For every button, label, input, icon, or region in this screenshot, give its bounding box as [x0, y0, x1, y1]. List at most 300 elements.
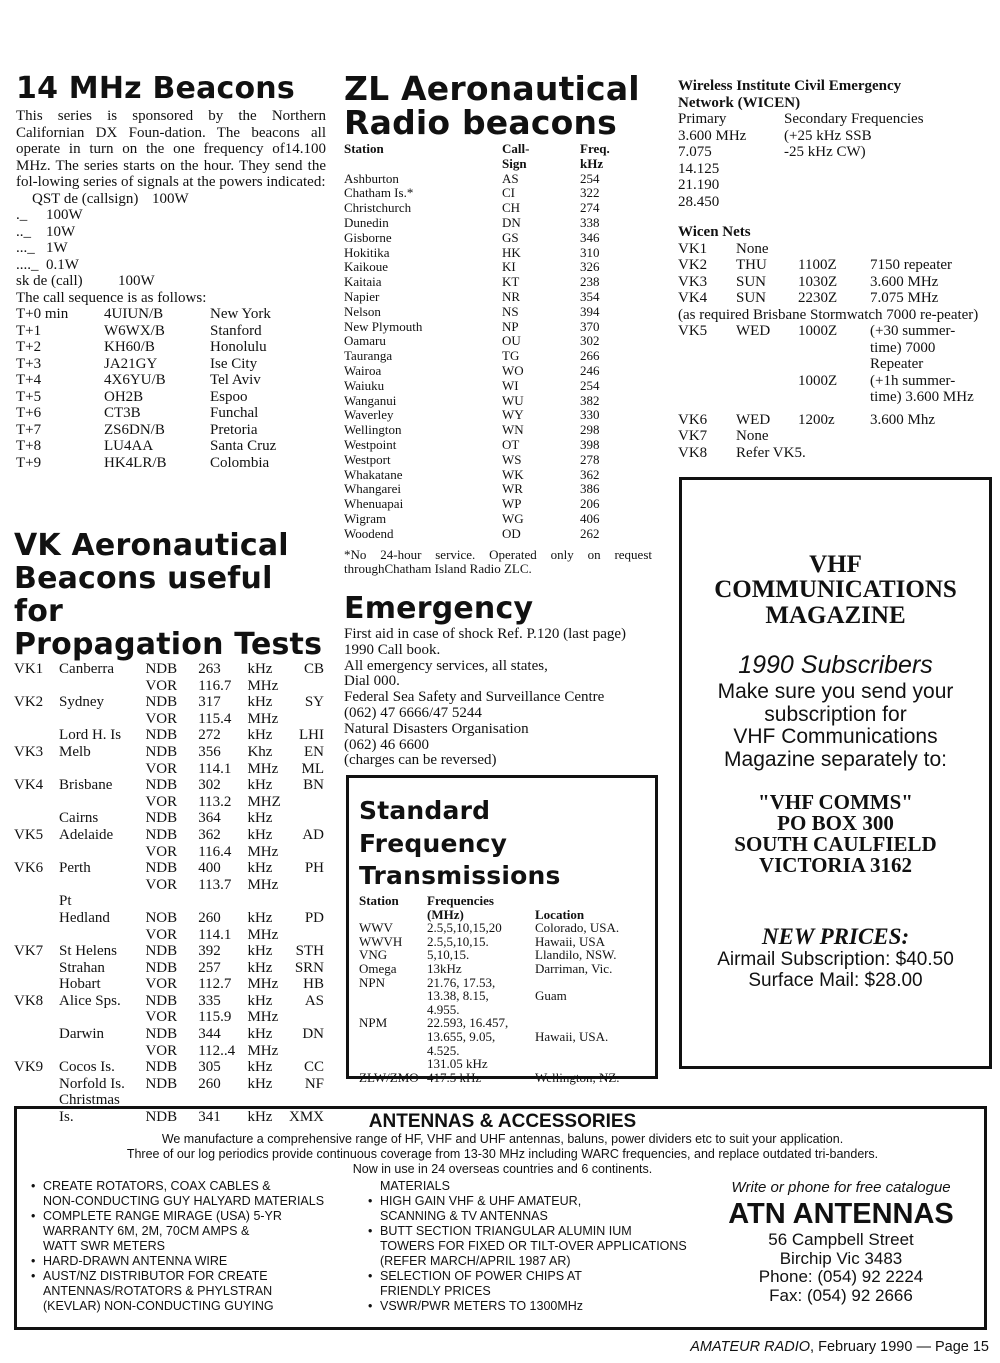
emergency-line: Dial 000. — [344, 673, 400, 690]
table-row — [14, 711, 324, 728]
vhf-ad-title-2: COMMUNICATIONS — [714, 576, 957, 603]
vk-location: Melb — [59, 743, 91, 760]
vk-location: Sydney — [59, 694, 105, 711]
sequence-location: Colombia — [210, 454, 270, 471]
vk-beacons-title-2: Beacons useful for — [14, 561, 273, 629]
zl-callsign: TG — [502, 348, 520, 364]
zl-callsign: WR — [502, 481, 523, 497]
beacons-signal-table-2 — [16, 207, 83, 273]
signal-code: ..._ — [16, 240, 35, 256]
signal-code: sk de (call) — [16, 273, 83, 289]
zl-callsign: KI — [502, 259, 516, 275]
signal-power: 100W — [118, 273, 155, 289]
table-row — [16, 356, 276, 373]
table-row — [344, 275, 610, 290]
vk-type: VOR — [145, 976, 178, 993]
vk-unit: kHz — [247, 1109, 273, 1126]
vk-type: NOB — [145, 909, 178, 926]
vk-call-area — [14, 810, 59, 827]
vk-location: Brisbane — [59, 777, 113, 794]
list-item-text: HARD-DRAWN ANTENNA WIRE — [43, 1254, 228, 1268]
wicen-frequency: 14.125 — [678, 160, 720, 177]
net-time: 1000Z — [798, 372, 838, 389]
vk-location: Hobart — [59, 976, 101, 993]
vk-location — [59, 877, 145, 894]
table-row — [344, 246, 610, 261]
list-item-text: VSWR/PWR METERS TO 1300MHz — [380, 1299, 584, 1313]
table-row — [359, 962, 620, 976]
zl-freq: 298 — [580, 422, 600, 438]
table-row — [14, 910, 324, 927]
vk-ident: BN — [303, 777, 324, 794]
vk-call-area: VK3 — [14, 743, 44, 760]
vk-type: NDB — [145, 826, 178, 843]
vk-type: NDB — [145, 1026, 178, 1043]
signal-code: ._ — [16, 207, 28, 223]
standard-frequency-box — [346, 775, 658, 1085]
table-row — [678, 241, 952, 258]
vk-location: Adelaide — [59, 826, 114, 843]
vk-type: VOR — [145, 876, 178, 893]
zl-station: Kaikoue — [344, 259, 389, 275]
sft-frequencies: 2.5,5,10,15,20 — [427, 920, 502, 936]
table-row — [678, 323, 974, 340]
vk-call-area: VK2 — [14, 694, 44, 711]
antennas-address-line: Fax: (054) 92 2666 — [769, 1285, 913, 1305]
sequence-time: T+4 — [16, 372, 42, 388]
vk-unit: MHz — [247, 760, 279, 777]
vk-unit: MHz — [247, 926, 279, 943]
table-row — [14, 976, 324, 993]
vk-call-area: VK8 — [14, 992, 44, 1009]
vk-freq: 260 — [198, 909, 221, 926]
sequence-callsign: ZS6DN/B — [104, 421, 165, 438]
vk-location: Pt — [59, 893, 72, 910]
signal-power: 10W — [46, 223, 76, 240]
list-item-text: AUST/NZ DISTRIBUTOR FOR CREATE ANTENNAS/ROTATORS & PHYLSTRAN (KEVLAR) NON-CONDUCTING GUYING — [43, 1269, 274, 1313]
table-row — [344, 497, 610, 512]
zl-freq: 302 — [580, 333, 600, 349]
vk-freq: 356 — [198, 743, 221, 760]
vk-ident — [289, 794, 324, 811]
beacons-signal-table-3 — [16, 273, 155, 290]
table-row — [14, 943, 324, 960]
sequence-location: Tel Aviv — [210, 372, 261, 388]
zl-station: Nelson — [344, 303, 381, 319]
vk-unit: kHz — [247, 694, 273, 711]
table-row — [344, 172, 610, 187]
vk-unit: kHz — [247, 992, 273, 1009]
table-row — [344, 482, 610, 497]
vk-type: VOR — [145, 926, 178, 943]
table-row — [344, 320, 610, 335]
vk-call-area — [14, 1043, 59, 1060]
zl-callsign: KT — [502, 274, 520, 290]
vk-ident: PH — [304, 860, 324, 877]
vk-call-area — [14, 1076, 59, 1093]
table-row — [344, 201, 610, 216]
list-item — [31, 1269, 368, 1314]
vk-freq: 113.7 — [198, 876, 232, 893]
vk-call-area: VK4 — [14, 777, 44, 794]
table-row — [14, 877, 324, 894]
vk-freq: 115.9 — [198, 1009, 232, 1026]
emergency-line: (062) 46 6600 — [344, 736, 429, 753]
vhf-ad-line: VHF Communications — [733, 725, 938, 748]
zl-callsign: WI — [502, 377, 519, 393]
table-row — [16, 438, 276, 455]
zl-callsign: OT — [502, 436, 520, 452]
table-row — [14, 661, 324, 678]
sft-station: NPN — [359, 974, 386, 990]
zl-freq: 406 — [580, 510, 600, 526]
list-item-text: HIGH GAIN VHF & UHF AMATEUR, SCANNING & TV ANTENNAS — [380, 1194, 582, 1223]
antennas-address-line: Birchip Vic 3483 — [779, 1248, 903, 1268]
vk-unit: MHz — [247, 710, 279, 727]
vk-freq: 112..4 — [198, 1042, 236, 1059]
sequence-time: T+5 — [16, 388, 42, 405]
sft-frequencies: 13kHz — [427, 960, 462, 976]
zl-freq: 346 — [580, 229, 600, 245]
vk-location: Christmas — [59, 1092, 120, 1109]
vk-freq: 272 — [198, 727, 221, 744]
vhf-ad-address-line: "VHF COMMS" — [758, 790, 913, 814]
vk-freq: 400 — [198, 860, 221, 877]
vk-unit: kHz — [247, 959, 273, 976]
zl-freq: 254 — [580, 170, 600, 186]
net-time: 1000Z — [798, 323, 838, 339]
sft-location: Darriman, Vic. — [535, 960, 613, 976]
vk-ident: EN — [304, 743, 324, 760]
table-row — [344, 379, 610, 394]
vk-location — [59, 927, 145, 944]
antennas-ad-title: ANTENNAS & ACCESSORIES — [368, 1111, 637, 1132]
vhf-ad-body — [682, 681, 989, 771]
bullet-icon: • — [368, 1299, 373, 1313]
table-row — [344, 453, 610, 468]
net-day: WED — [736, 323, 771, 339]
vk-ident — [289, 927, 324, 944]
net-call-area: VK5 — [678, 323, 708, 339]
zl-callsign: OU — [502, 333, 521, 349]
zl-station: Oamaru — [344, 333, 386, 349]
wicen-secondary-note — [784, 161, 924, 178]
table-row — [14, 694, 324, 711]
table-row — [14, 777, 324, 794]
vk-beacons-title-1: VK Aeronautical — [14, 528, 289, 563]
net-day: SUN — [736, 273, 767, 290]
table-row — [678, 274, 952, 291]
zl-station: Whakatane — [344, 466, 403, 482]
table-row — [344, 364, 610, 379]
zl-freq: 246 — [580, 362, 600, 378]
zl-freq: 322 — [580, 185, 600, 201]
table-row — [678, 356, 974, 373]
net-day: SUN — [736, 290, 767, 306]
sft-col-station: Station — [359, 893, 399, 908]
vk-ident — [289, 678, 324, 695]
vk-unit: MHz — [247, 976, 279, 993]
vhf-ad-address-line: VICTORIA 3162 — [758, 853, 913, 877]
signal-code: .._ — [16, 223, 31, 240]
wicen-freq-table — [678, 111, 924, 210]
sft-station: WWVH — [359, 933, 403, 949]
zl-callsign: GS — [502, 229, 519, 245]
vk-ident — [289, 893, 324, 910]
vk-freq: 362 — [198, 826, 221, 843]
zl-freq: 370 — [580, 318, 600, 334]
zl-freq: 274 — [580, 200, 600, 216]
zl-callsign: HK — [502, 244, 521, 260]
vhf-ad-subscribers: 1990 Subscribers — [738, 651, 933, 679]
vk-call-area — [14, 976, 59, 993]
emergency-line: First aid in case of shock Ref. P.120 (last page) — [344, 626, 627, 642]
page-footer — [679, 1339, 989, 1355]
sequence-callsign: W6WX/B — [104, 322, 165, 339]
sequence-location: Santa Cruz — [210, 438, 277, 454]
table-row — [678, 406, 974, 429]
vk-type: NDB — [145, 943, 178, 960]
vk-ident: CB — [303, 661, 324, 677]
table-row — [344, 216, 610, 231]
vhf-ad-new-prices: NEW PRICES: — [761, 924, 910, 949]
table-row — [678, 161, 924, 178]
table-row — [359, 1071, 620, 1085]
zl-station: Napier — [344, 288, 380, 304]
vk-call-area — [14, 893, 59, 910]
zl-callsign: WP — [502, 496, 522, 512]
list-item — [368, 1299, 708, 1314]
vk-location: Cocos Is. — [59, 1059, 115, 1076]
net-call-area: VK8 — [678, 444, 708, 461]
zl-station: Dunedin — [344, 214, 389, 230]
list-item — [368, 1224, 708, 1269]
zl-freq: 310 — [580, 244, 600, 260]
net-frequency: (+1h summer- — [870, 372, 956, 389]
vk-freq: 344 — [198, 1026, 221, 1043]
vk-ident: ML — [301, 760, 324, 777]
signal-code: QST de (callsign) — [32, 190, 139, 207]
vk-unit: MHZ — [247, 793, 281, 810]
zl-station: Woodend — [344, 525, 394, 541]
vk-unit: kHz — [247, 1026, 273, 1043]
net-call-area: VK2 — [678, 257, 708, 273]
table-row — [359, 921, 620, 935]
sft-station: VNG — [359, 947, 388, 963]
signal-power: 1W — [46, 240, 68, 256]
emergency-section — [344, 592, 660, 769]
vk-freq: 302 — [198, 777, 221, 794]
table-row — [344, 305, 610, 320]
vk-freq: 115.4 — [198, 710, 232, 727]
antennas-ad-intro — [31, 1132, 974, 1177]
sft-col-location: Location — [535, 906, 585, 922]
zl-title-2: Radio beacons — [344, 103, 618, 142]
zl-station: Wigram — [344, 510, 387, 526]
list-item — [31, 1179, 368, 1209]
sequence-location: Stanford — [210, 322, 262, 339]
zl-footnote: *No 24-hour service. Operated only on request throughChatham Island Radio ZLC. — [344, 546, 652, 577]
zl-station: Christchurch — [344, 200, 412, 216]
emergency-title: Emergency — [344, 591, 534, 626]
table-row — [344, 512, 610, 527]
net-time — [798, 340, 870, 357]
table-row — [16, 306, 276, 323]
vk-call-area — [14, 678, 59, 695]
vk-call-area — [14, 1026, 59, 1043]
sft-station: WWV — [359, 920, 393, 936]
vk-type: NDB — [145, 860, 178, 877]
sft-col-freq-1: Frequencies — [427, 893, 494, 908]
vk-location — [59, 844, 145, 861]
zl-freq: 262 — [580, 525, 600, 541]
zl-freq: 394 — [580, 303, 600, 319]
table-row — [16, 422, 276, 439]
zl-freq: 398 — [580, 436, 600, 452]
vk-call-area — [14, 960, 59, 977]
table-row — [344, 290, 610, 305]
zl-station: Whenuapai — [344, 496, 404, 512]
zl-freq: 338 — [580, 214, 600, 230]
vk-ident: LHI — [299, 727, 324, 744]
wicen-title-2: Network (WICEN) — [678, 94, 801, 111]
zl-callsign: WU — [502, 392, 524, 408]
zl-station: Hokitika — [344, 244, 390, 260]
vk-type: VOR — [145, 793, 178, 810]
wicen-secondary-note — [784, 177, 924, 194]
signal-power: 100W — [152, 190, 189, 207]
table-row — [359, 948, 620, 962]
vk-location: Alice Sps. — [59, 992, 121, 1009]
net-call-area: VK3 — [678, 273, 708, 290]
emergency-line: All emergency services, all states, — [344, 657, 548, 674]
vk-location: Is. — [59, 1109, 74, 1126]
vk-type: VOR — [145, 760, 178, 777]
antennas-intro-line: Three of our log periodics provide continuous coverage from 13-30 MHz including WARC frequencies, and replace outdated tri-banders. — [126, 1147, 879, 1161]
sft-frequencies: 5,10,15. — [427, 947, 470, 963]
vk-freq — [198, 893, 247, 910]
sft-location: Hawaii, USA — [535, 933, 606, 949]
vk-freq: 114.1 — [198, 926, 232, 943]
zl-freq: 354 — [580, 288, 600, 304]
vk-unit: kHz — [247, 1075, 273, 1092]
bullet-icon: • — [368, 1269, 373, 1283]
table-row — [678, 340, 974, 357]
vhf-magazine-ad — [679, 477, 992, 1069]
vhf-ad-prices — [682, 949, 989, 991]
vk-type: NDB — [145, 1109, 178, 1126]
table-row — [344, 408, 610, 423]
vhf-ad-address-line: PO BOX 300 — [777, 811, 894, 835]
antennas-catalogue: Write or phone for free catalogue — [731, 1179, 951, 1196]
net-time: 2230Z — [798, 290, 838, 306]
antennas-address-line: Phone: (054) 92 2224 — [758, 1267, 924, 1286]
zl-callsign: AS — [502, 170, 519, 186]
vk-type: NDB — [145, 777, 178, 794]
emergency-line: (062) 47 6666/47 5244 — [344, 704, 482, 721]
net-call-area: VK1 — [678, 240, 708, 257]
net-frequency: 7.075 MHz — [870, 290, 939, 306]
table-row — [359, 1016, 620, 1070]
wicen-nets-note: (as required Brisbane Stormwatch 7000 re-peater) — [678, 306, 979, 323]
beacon-sequence-table — [16, 306, 276, 471]
vk-type: NDB — [145, 810, 178, 827]
sequence-time: T+0 min — [16, 306, 69, 322]
sequence-time: T+9 — [16, 454, 42, 471]
table-row — [359, 976, 620, 1017]
vk-ident — [289, 1009, 324, 1026]
sft-col-freq-2: (MHz) — [427, 906, 464, 922]
vk-location — [59, 1009, 145, 1026]
vk-location: St Helens — [59, 943, 117, 960]
table-row — [14, 1059, 324, 1076]
table-row — [344, 468, 610, 483]
wicen-section — [678, 78, 988, 461]
emergency-line: Natural Disasters Organisation — [344, 720, 529, 737]
vk-ident — [289, 1043, 324, 1060]
net-day: THU — [736, 257, 767, 273]
table-row — [344, 260, 610, 275]
net-frequency: 7150 repeater — [870, 257, 953, 273]
vk-call-area: VK1 — [14, 661, 44, 677]
vk-call-area: VK9 — [14, 1059, 44, 1076]
sequence-time: T+7 — [16, 421, 42, 438]
zl-station: Westpoint — [344, 436, 397, 452]
secondary-label: Secondary Frequencies — [784, 111, 924, 127]
wicen-frequency: 21.190 — [678, 177, 720, 193]
zl-station: Gisborne — [344, 229, 392, 245]
zl-station: Tauranga — [344, 348, 393, 364]
net-time — [798, 241, 870, 258]
zl-col-freq-2: kHz — [580, 155, 604, 171]
zl-station: Kaitaia — [344, 274, 382, 290]
table-row — [678, 445, 974, 462]
vk-call-area — [14, 711, 59, 728]
table-row — [678, 389, 974, 406]
beacons-14mhz-section — [16, 72, 326, 471]
wicen-nets-title: Wicen Nets — [678, 224, 751, 240]
sft-title-1: Standard Frequency — [359, 796, 508, 858]
net-frequency: time) 7000 — [870, 339, 936, 356]
vk-type: NDB — [145, 694, 178, 711]
zl-station: New Plymouth — [344, 318, 423, 334]
table-row — [14, 927, 324, 944]
vk-freq: 260 — [198, 1075, 221, 1092]
zl-freq: 266 — [580, 348, 600, 364]
vk-ident: DN — [302, 1026, 324, 1043]
net-time — [798, 389, 870, 406]
vk-unit: MHz — [247, 843, 279, 860]
zl-freq: 206 — [580, 496, 600, 512]
table-row — [14, 960, 324, 977]
list-item-text: BUTT SECTION TRIANGULAR ALUMIN IUM TOWERS FOR FIXED OR TILT-OVER APPLICATIONS (REFER MARCH/APRIL 1987 AR) — [380, 1224, 687, 1268]
vk-unit: kHz — [247, 860, 273, 877]
table-row — [14, 761, 324, 778]
sequence-callsign: JA21GY — [104, 355, 158, 372]
zl-callsign: CH — [502, 200, 521, 216]
emergency-lines — [344, 627, 660, 769]
vk-type: NDB — [145, 661, 178, 677]
zl-callsign: NP — [502, 318, 519, 334]
vk-type: NDB — [145, 959, 178, 976]
vk-type — [145, 893, 198, 910]
sequence-time: T+6 — [16, 405, 42, 421]
table-row — [16, 372, 276, 389]
net-call-area — [678, 389, 736, 406]
table-row — [14, 1076, 324, 1093]
sft-station: NPM — [359, 1015, 388, 1031]
vhf-ad-price-line: Airmail Subscription: $40.50 — [717, 949, 954, 970]
